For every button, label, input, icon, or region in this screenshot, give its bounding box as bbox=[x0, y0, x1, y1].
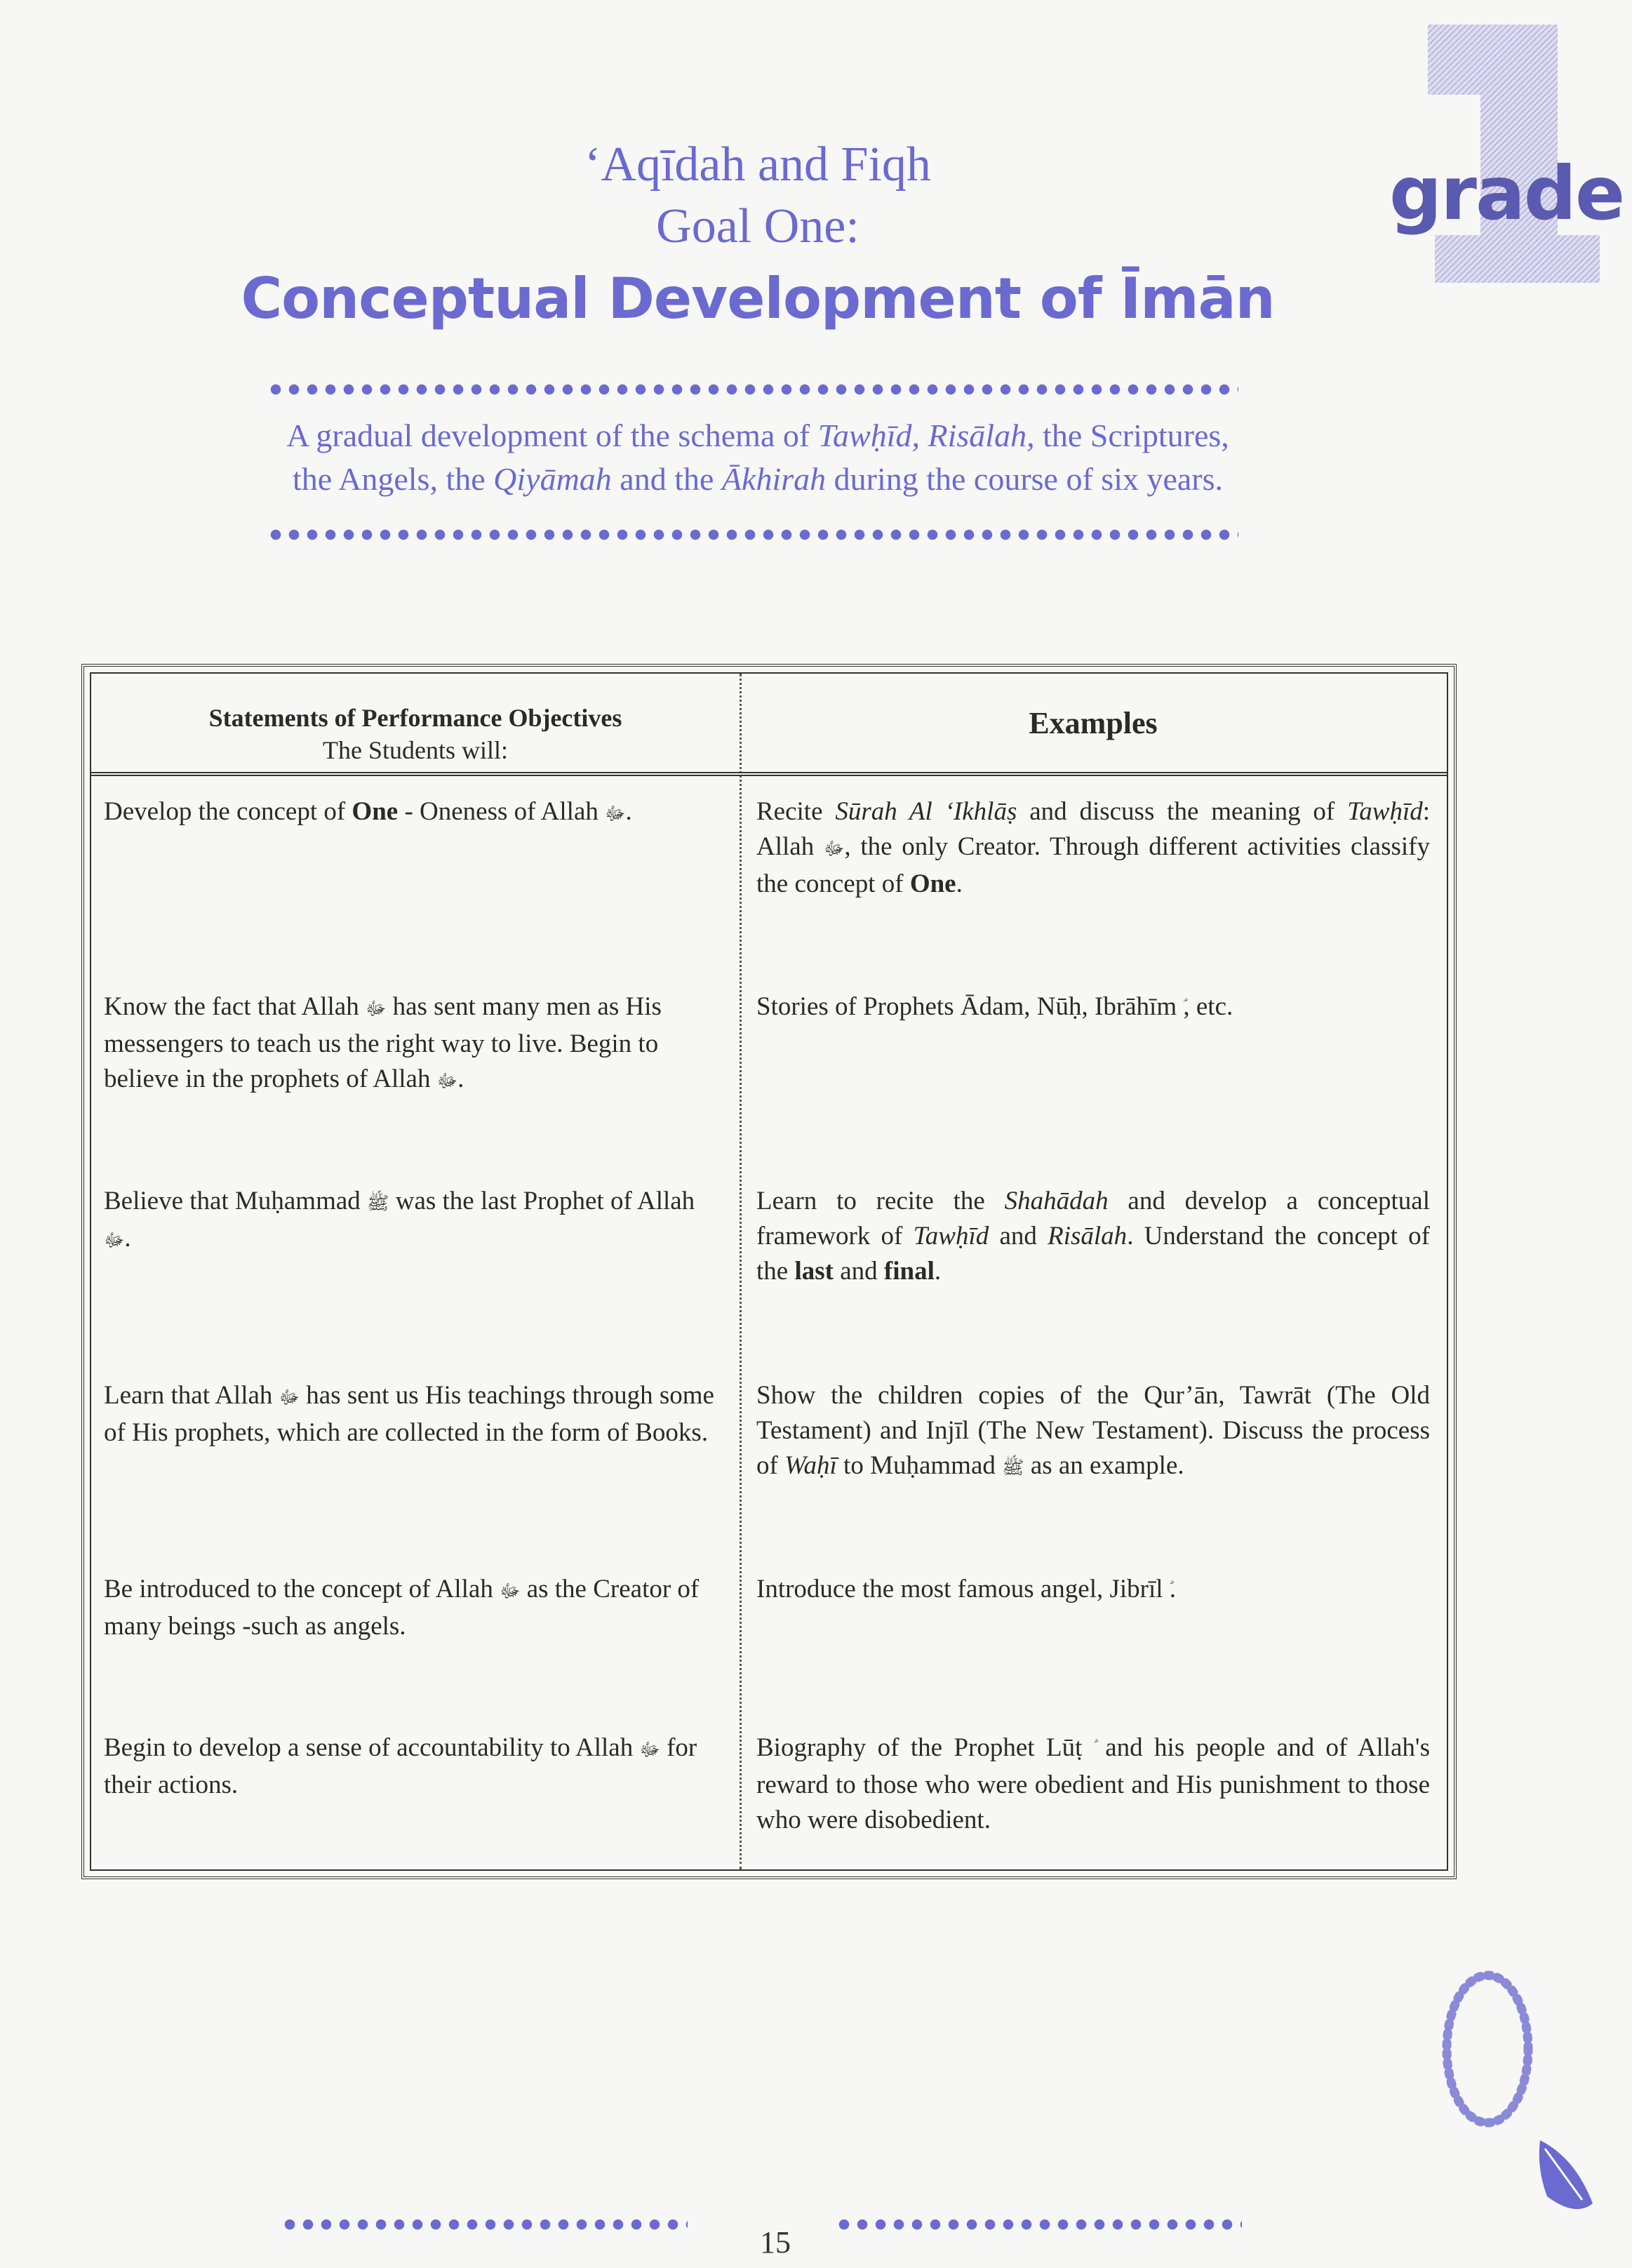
objective-cell: Develop the concept of One - Oneness of Allah ﷻ. bbox=[104, 797, 632, 826]
example-cell: Recite Sūrah Al ‘Ikhlāṣ and discuss the meaning of Tawḥīd: Allah ﷻ, the only Creator. Through different activities classify the concept of One. bbox=[756, 797, 1430, 898]
footer-rule-left bbox=[281, 2217, 688, 2232]
example-cell: Show the children copies of the Qur’ān, Tawrāt (The Old Testament) and Injīl (The New Testament). Discuss the process of Waḥī to Muḥammad ﷺ as an example. bbox=[756, 1381, 1430, 1480]
dotted-rule-top bbox=[267, 382, 1238, 396]
objective-cell: Be introduced to the concept of Allah ﷻ as the Creator of many beings -such as angels. bbox=[104, 1575, 700, 1641]
header-objectives: Statements of Performance Objectives The Students will: bbox=[208, 704, 622, 764]
goal-title: Goal One: bbox=[656, 199, 860, 253]
goal-description: A gradual development of the schema of Tawḥīd, Risālah, the Scriptures, the Angels, the Qiyāmah and the Ākhirah during the course of six years. bbox=[286, 418, 1229, 497]
dotted-rule-bottom bbox=[267, 528, 1238, 542]
header-examples: Examples bbox=[1029, 706, 1158, 740]
table-header bbox=[91, 674, 1447, 776]
objective-cell: Learn that Allah ﷻ has sent us His teachings through some of His prophets, which are collected in the form of Books. bbox=[104, 1381, 714, 1447]
page-number: 15 bbox=[760, 2225, 791, 2260]
example-cell: Learn to recite the Shahādah and develop a conceptual framework of Tawḥīd and Risālah. Understand the concept of the last and final. bbox=[756, 1187, 1430, 1286]
example-cell: Introduce the most famous angel, Jibrīl . bbox=[756, 1575, 1177, 1603]
section-title: ‘Aqīdah and Fiqh bbox=[584, 138, 931, 192]
grade-label: grade bbox=[1389, 151, 1624, 236]
page-title: Conceptual Development of Īmān bbox=[241, 266, 1275, 331]
footer-rule-right bbox=[835, 2217, 1242, 2232]
objective-cell: Know the fact that Allah ﷻ has sent many men as His messengers to teach us the right way to live. Begin to believe in the prophets of Allah ﷻ. bbox=[104, 992, 662, 1093]
objectives-table bbox=[81, 664, 1457, 1879]
objective-cell: Begin to develop a sense of accountability to Allah ﷻ for their actions. bbox=[104, 1733, 697, 1799]
example-cell: Stories of Prophets Ādam, Nūḥ, Ibrāhīm , etc. bbox=[756, 992, 1233, 1021]
column-divider bbox=[740, 674, 742, 1869]
example-cell: Biography of the Prophet Lūṭ and his people and of Allah's reward to those who were obedient and His punishment to those who were disobedient. bbox=[756, 1733, 1430, 1834]
prayer-beads-graphic bbox=[1424, 1965, 1607, 2246]
objective-cell: Believe that Muḥammad ﷺ was the last Prophet of Allah ﷻ. bbox=[104, 1187, 695, 1253]
